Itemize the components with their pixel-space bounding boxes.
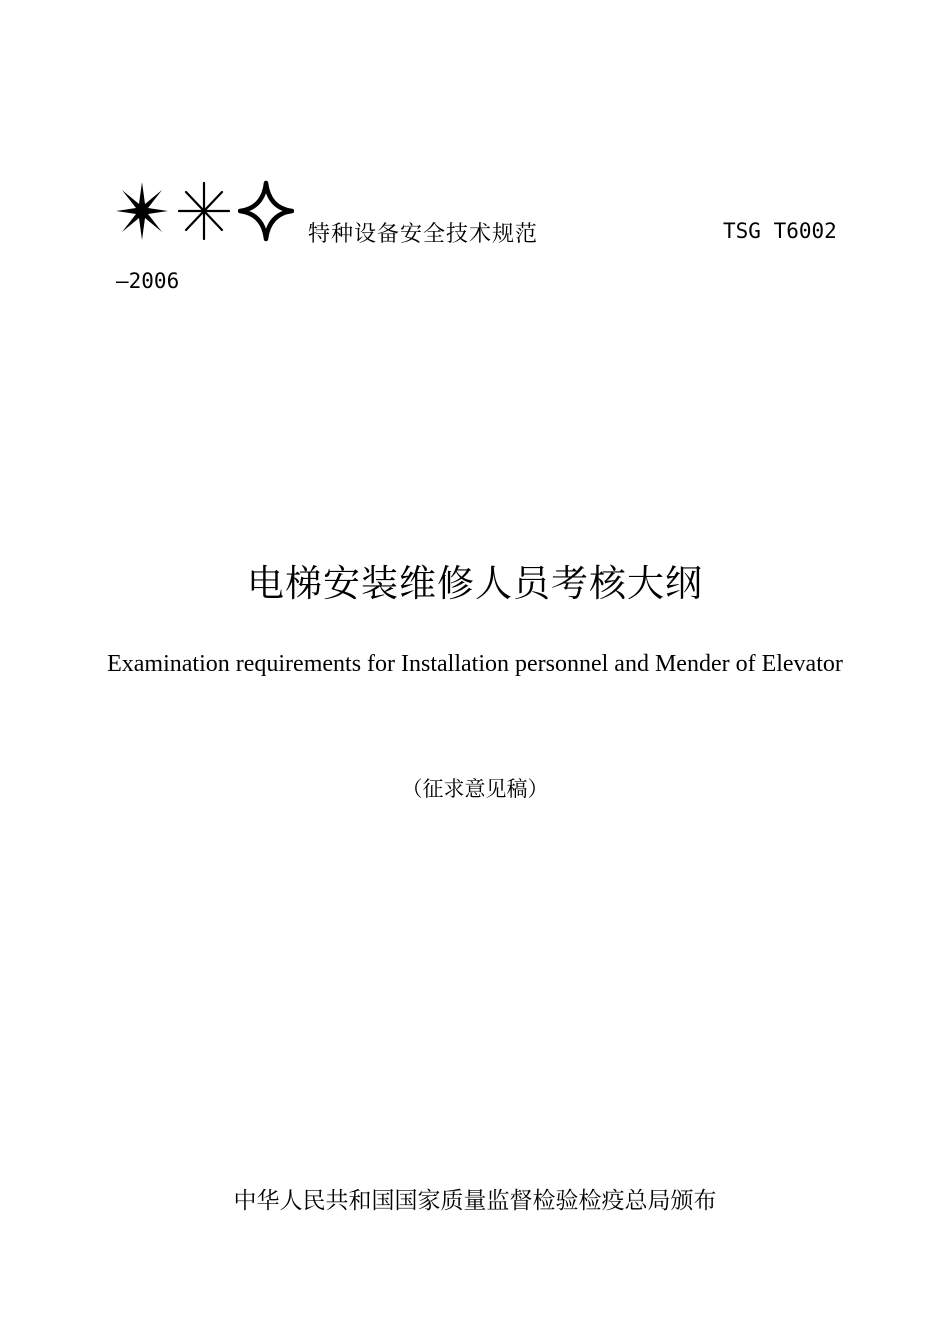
spec-year: —2006 — [116, 269, 180, 293]
eight-point-star-icon — [114, 180, 170, 242]
draft-note: （征求意见稿） — [401, 777, 549, 801]
issuing-authority: 中华人民共和国国家质量监督检验检疫总局颁布 — [233, 1188, 717, 1214]
asterisk-star-icon — [176, 180, 232, 242]
header-symbols — [114, 180, 294, 242]
spec-category-label: 特种设备安全技术规范 — [308, 222, 539, 247]
document-title-chinese: 电梯安装维修人员考核大纲 — [247, 562, 703, 605]
spec-code: TSG T6002 — [723, 219, 837, 243]
four-point-star-icon — [238, 180, 294, 242]
document-title-english: Examination requirements for Installation personnel and Mender of Elevator — [107, 651, 843, 677]
